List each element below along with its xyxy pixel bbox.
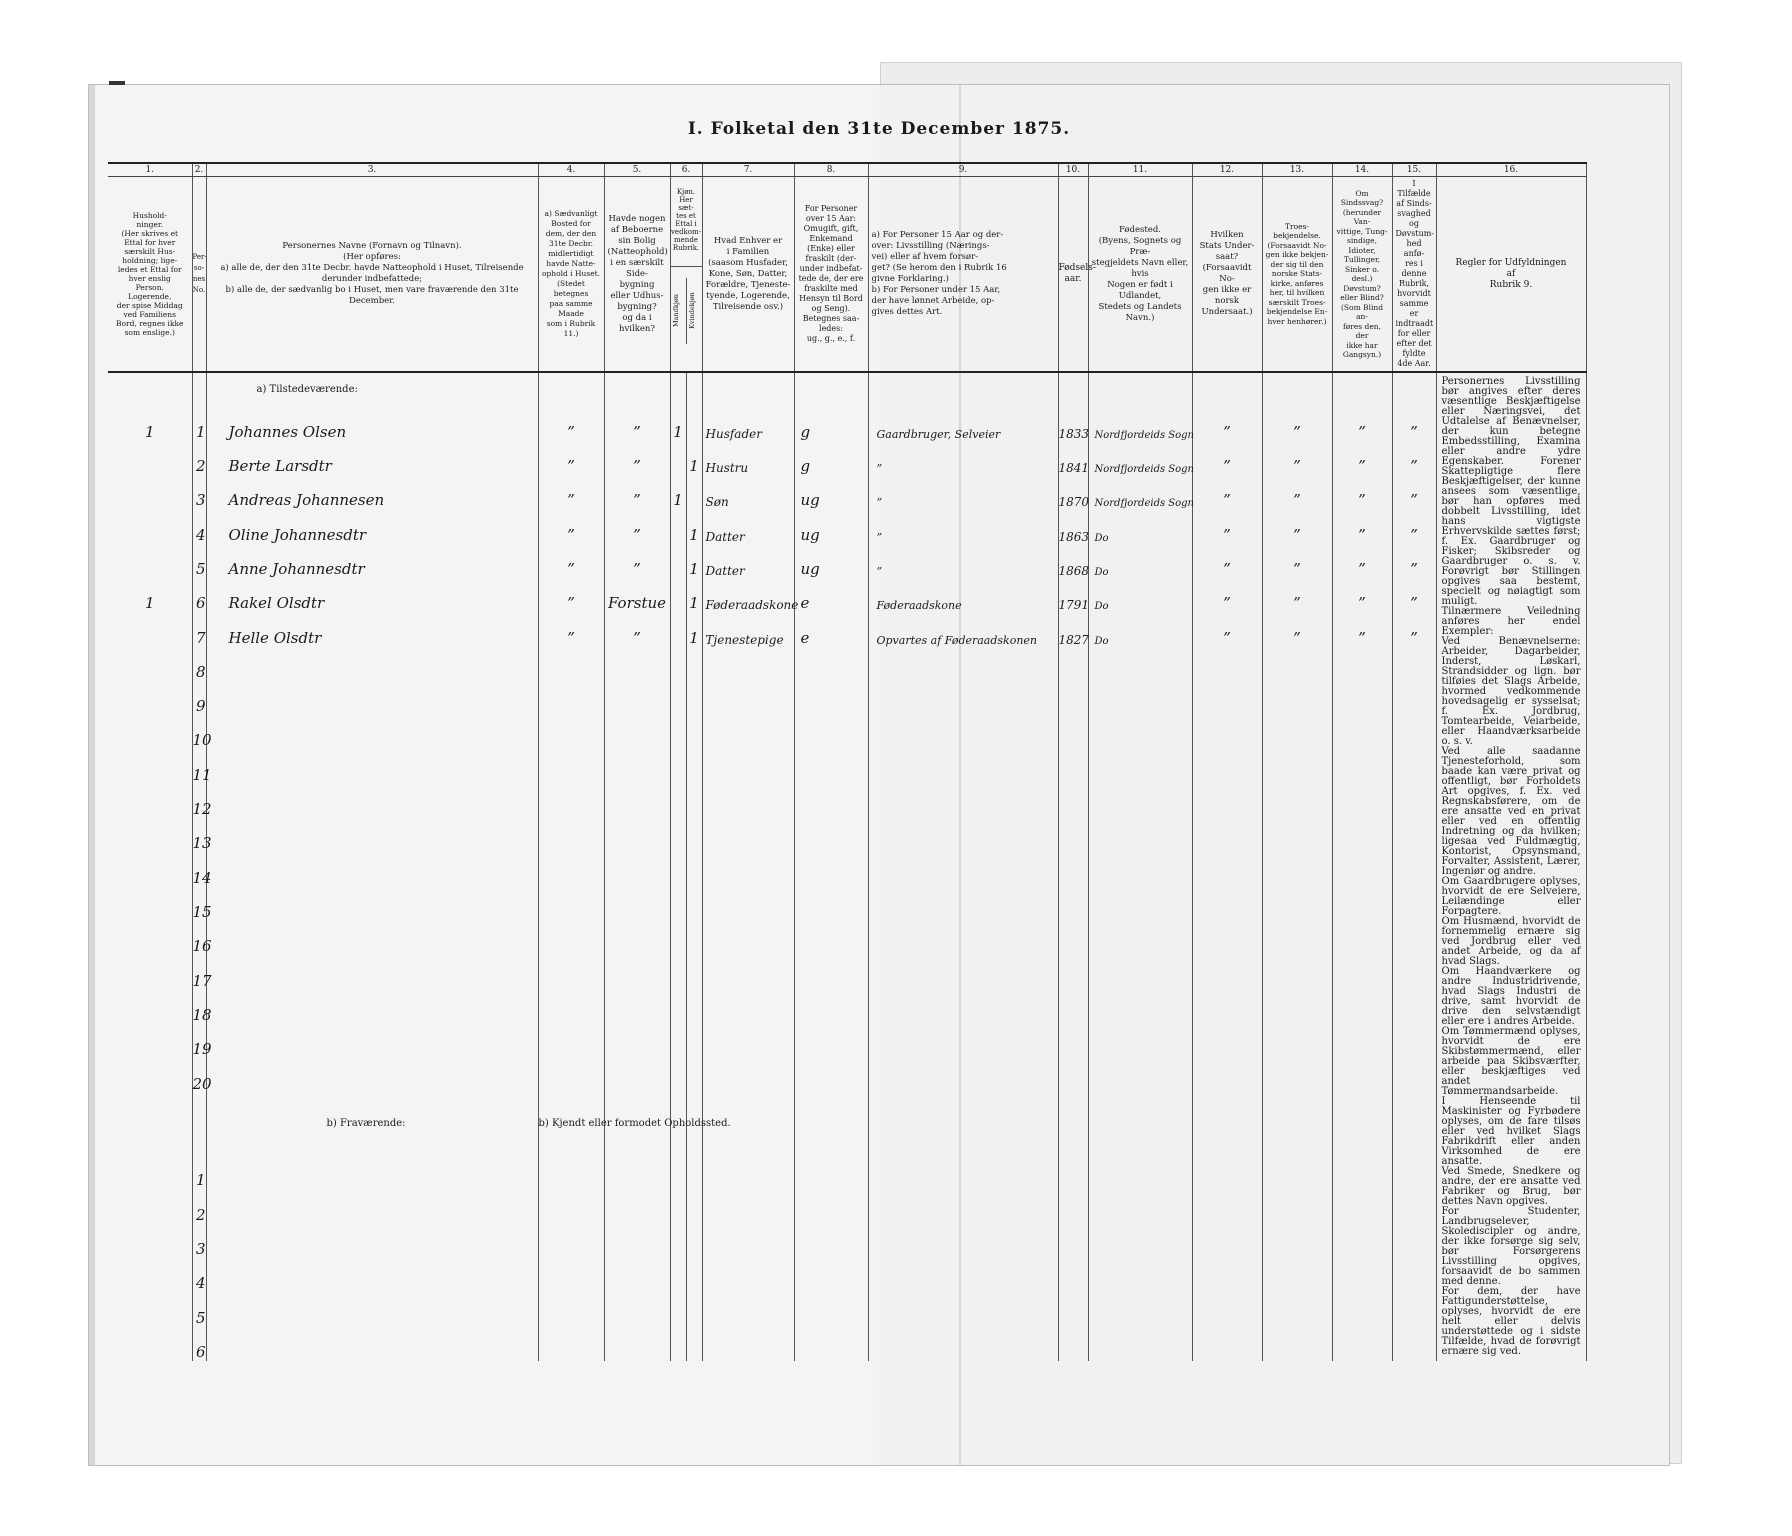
marital-status: e — [794, 612, 868, 646]
family-role: Husfader — [702, 406, 794, 440]
person-number: 6 — [192, 1327, 206, 1361]
person-name: Berte Larsdtr — [206, 441, 538, 475]
person-row — [108, 612, 1586, 646]
citizenship: ” — [1192, 578, 1262, 612]
col-number: 5. — [604, 163, 670, 177]
absent-row — [108, 1189, 1586, 1223]
disability: ” — [1332, 578, 1392, 612]
col-number: 2. — [192, 163, 206, 177]
person-number: 14 — [192, 852, 206, 886]
birthplace: Do — [1088, 544, 1192, 578]
header-birthplace: Fødested. (Byens, Sognets og Præ- stegjeldets Navn eller, hvis Nogen er født i Udlandet, Stedets og Landets Navn.) — [1088, 177, 1192, 373]
col-number: 14. — [1332, 163, 1392, 177]
col-number: 9. — [868, 163, 1058, 177]
household-mark — [108, 612, 192, 646]
occupation: ” — [868, 475, 1058, 509]
marital-status: ug — [794, 475, 868, 509]
usual-residence: ” — [538, 406, 604, 440]
onset: ” — [1392, 612, 1436, 646]
birthplace: Nordfjordeids Sogn — [1088, 406, 1192, 440]
census-table — [108, 162, 1587, 1361]
column-header-row — [108, 177, 1586, 373]
person-number: 3 — [192, 1224, 206, 1258]
col-number: 16. — [1436, 163, 1586, 177]
col-number: 7. — [702, 163, 794, 177]
side-building: ” — [604, 612, 670, 646]
header-side-building: Havde nogen af Beboerne sin Bolig (Natteophold) i en særskilt Side- bygning eller Udhus- bygning? og da i hvilken? — [604, 177, 670, 373]
person-number: 10 — [192, 715, 206, 749]
person-number: 8 — [192, 647, 206, 681]
person-number: 20 — [192, 1058, 206, 1092]
citizenship: ” — [1192, 441, 1262, 475]
sex-female — [686, 475, 702, 509]
person-row — [108, 441, 1586, 475]
citizenship: ” — [1192, 544, 1262, 578]
disability: ” — [1332, 612, 1392, 646]
sex-female: 1 — [686, 612, 702, 646]
household-mark — [108, 441, 192, 475]
empty-row — [108, 1058, 1586, 1092]
person-name: Johannes Olsen — [206, 406, 538, 440]
absent-label: b) Fraværende: — [206, 1093, 538, 1155]
person-row — [108, 544, 1586, 578]
person-number: 11 — [192, 749, 206, 783]
onset: ” — [1392, 544, 1436, 578]
family-role: Tjenestepige — [702, 612, 794, 646]
person-number: 1 — [192, 1155, 206, 1189]
sex-male — [670, 509, 686, 543]
birth-year: 1863 — [1058, 509, 1088, 543]
empty-row — [108, 681, 1586, 715]
birth-year: 1868 — [1058, 544, 1088, 578]
usual-residence: ” — [538, 578, 604, 612]
birth-year: 1870 — [1058, 475, 1088, 509]
empty-row — [108, 852, 1586, 886]
occupation: ” — [868, 509, 1058, 543]
usual-residence: ” — [538, 509, 604, 543]
occupation: ” — [868, 441, 1058, 475]
person-number: 13 — [192, 818, 206, 852]
empty-row — [108, 784, 1586, 818]
person-number: 7 — [192, 612, 206, 646]
family-role: Hustru — [702, 441, 794, 475]
header-family-role: Hvad Enhver er i Familien (saasom Husfader, Kone, Søn, Datter, Forældre, Tjeneste- tyende, Logerende, Tilreisende osv.) — [702, 177, 794, 373]
absent-row — [108, 1292, 1586, 1326]
birth-year: 1833 — [1058, 406, 1088, 440]
empty-row — [108, 887, 1586, 921]
side-building: ” — [604, 441, 670, 475]
person-number: 1 — [192, 406, 206, 440]
marital-status: g — [794, 441, 868, 475]
religion: ” — [1262, 578, 1332, 612]
header-disability: Om Sindssvag? (herunder Van- vittige, Tung- sindige, Idioter, Tullinger, Sinker o. desl.) Døvstum? eller Blind? (Som Blind an- føres den, der ikke har Gangsyn.) — [1332, 177, 1392, 373]
sex-male: 1 — [670, 406, 686, 440]
religion: ” — [1262, 441, 1332, 475]
household-mark: 1 — [108, 406, 192, 440]
birth-year: 1791 — [1058, 578, 1088, 612]
col-number: 15. — [1392, 163, 1436, 177]
person-number: 19 — [192, 1024, 206, 1058]
person-name: Helle Olsdtr — [206, 612, 538, 646]
col-number: 11. — [1088, 163, 1192, 177]
empty-row — [108, 647, 1586, 681]
usual-residence: ” — [538, 441, 604, 475]
empty-row — [108, 1024, 1586, 1058]
onset: ” — [1392, 406, 1436, 440]
person-number: 2 — [192, 1189, 206, 1223]
marital-status: ug — [794, 509, 868, 543]
col-number: 12. — [1192, 163, 1262, 177]
birthplace: Nordfjordeids Sogn — [1088, 475, 1192, 509]
family-role: Føderaadskone — [702, 578, 794, 612]
religion: ” — [1262, 509, 1332, 543]
household-mark — [108, 475, 192, 509]
column-number-row — [108, 163, 1586, 177]
religion: ” — [1262, 475, 1332, 509]
person-number: 4 — [192, 509, 206, 543]
side-building: ” — [604, 544, 670, 578]
person-number: 2 — [192, 441, 206, 475]
citizenship: ” — [1192, 509, 1262, 543]
usual-residence: ” — [538, 475, 604, 509]
header-onset: I Tilfælde af Sinds- svaghed og Døvstum- hed anfø- res i denne Rubrik, hvorvidt samme er indtraadt for eller efter det fyldte 4de Aar. — [1392, 177, 1436, 373]
empty-row — [108, 749, 1586, 783]
absent-row — [108, 1258, 1586, 1292]
empty-row — [108, 715, 1586, 749]
col-number: 10. — [1058, 163, 1088, 177]
empty-row — [108, 955, 1586, 989]
side-building: ” — [604, 406, 670, 440]
header-occupation: a) For Personer 15 Aar og der- over: Livsstilling (Nærings- vei) eller af hvem forsør- get? (Se herom den i Rubrik 16 givne Forklaring.) b) For Personer under 15 Aar, der have lønnet Arbeide, op- gives dettes Art. — [868, 177, 1058, 373]
household-mark — [108, 544, 192, 578]
header-names: Personernes Navne (Fornavn og Tilnavn). (Her opføres: a) alle de, der den 31te Decbr. havde Natteophold i Huset, Tilreisende derunder indbefattede; b) alle de, der sædvanlig bo i Huset, men vare fraværende den 31te December. — [206, 177, 538, 373]
sex-male: 1 — [670, 475, 686, 509]
absent-note: b) Kjendt eller formodet Opholdssted. — [538, 1093, 604, 1155]
person-number: 17 — [192, 955, 206, 989]
marital-status: ug — [794, 544, 868, 578]
sex-female: 1 — [686, 441, 702, 475]
header-sex — [670, 177, 702, 373]
side-building: ” — [604, 475, 670, 509]
header-birth-year: Fødsels- aar. — [1058, 177, 1088, 373]
col-number: 13. — [1262, 163, 1332, 177]
sex-male — [670, 612, 686, 646]
onset: ” — [1392, 475, 1436, 509]
absent-row — [108, 1327, 1586, 1361]
header-male: Mandkjøn — [671, 278, 687, 344]
disability: ” — [1332, 509, 1392, 543]
empty-row — [108, 921, 1586, 955]
birthplace: Do — [1088, 612, 1192, 646]
header-usual-residence: a) Sædvanligt Bosted for dem, der den 31te Decbr. midlertidigt havde Natte- ophold i Huset. (Stedet betegnes paa samme Maade som i Rubrik 11.) — [538, 177, 604, 373]
citizenship: ” — [1192, 406, 1262, 440]
col-number: 8. — [794, 163, 868, 177]
family-role: Datter — [702, 509, 794, 543]
side-building: ” — [604, 509, 670, 543]
person-row — [108, 475, 1586, 509]
birthplace: Do — [1088, 578, 1192, 612]
header-rules: Regler for Udfyldningen af Rubrik 9. — [1436, 177, 1586, 373]
header-households: Hushold- ninger. (Her skrives et Ettal for hver særskilt Hus- holdning; lige- ledes et Ettal for hver enslig Person. Logerende, der spise Middag ved Familiens Bord, regnes ikke som enslige.) — [108, 177, 192, 373]
binding-edge — [89, 85, 95, 1465]
person-number: 18 — [192, 990, 206, 1024]
marital-status: e — [794, 578, 868, 612]
header-person-no: Per- so- nes No. — [192, 177, 206, 373]
family-role: Datter — [702, 544, 794, 578]
person-row — [108, 509, 1586, 543]
person-number: 16 — [192, 921, 206, 955]
col-number: 4. — [538, 163, 604, 177]
usual-residence: ” — [538, 612, 604, 646]
page-title: I. Folketal den 31te December 1875. — [687, 119, 1071, 139]
disability: ” — [1332, 406, 1392, 440]
sex-male — [670, 578, 686, 612]
person-name: Anne Johannesdtr — [206, 544, 538, 578]
religion: ” — [1262, 544, 1332, 578]
sex-male — [670, 441, 686, 475]
person-number: 5 — [192, 1292, 206, 1326]
person-number: 6 — [192, 578, 206, 612]
household-mark: 1 — [108, 578, 192, 612]
header-religion: Troes- bekjendelse. (Forsaavidt No- gen ikke bekjen- der sig til den norske Stats- kirke, anføres her, til hvilken særskilt Troes- bekjendelse En- hver henhører.) — [1262, 177, 1332, 373]
absent-row — [108, 1155, 1586, 1189]
header-sex-label: Kjøn. Her sæt- tes et Ettal i vedkom- mende Rubrik. — [671, 188, 702, 267]
occupation: Gaardbruger, Selveier — [868, 406, 1058, 440]
citizenship: ” — [1192, 612, 1262, 646]
rules-text: Personernes Livsstilling bør angives efter deres væsentlige Beskjæftigelse eller Næringsvei, det Udtalelse af Benævnelser, der kun betegne Embedsstilling, Examina eller andre ydre Egenskaber. Forener Skattepligtige flere Beskjæftigelser, der kunne ansees som væsentlige, bør han opføres med dobbelt Livsstilling, idet hans vigtigste Erhvervskilde sættes først; f. Ex. Gaardbruger og Fisker; Skibsreder og Gaardbruger o. s. v. Forøvrigt bør Stillingen opgives saa bestemt, specielt og nøiagtigt som muligt. Tilnærmere Veiledning anføres her endel Exempler: Ved Benævnelserne: Arbeider, Dagarbeider, Inderst, Løskarl, Strandsidder og lign. bør tilføies det Slags Arbeide, hvormed vedkommende hovedsagelig er sysselsat; f. Ex. Jordbrug, Tomtearbeide, Veiarbeide, eller Haandværksarbeide o. s. v. Ved alle saadanne Tjenesteforhold, som baade kan være privat og offentligt, bør Forholdets Art opgives, f. Ex. ved Regnskabsførere, om de ere ansatte ved en privat eller ved en offentlig Indretning og da hvilken; ligesaa ved Fuldmægtig, Kontorist, Opsynsmand, Forvalter, Assistent, Lærer, Ingeniør og andre. Om Gaardbrugere oplyses, hvorvidt de ere Selveiere, Leilændinge eller Forpagtere. Om Husmænd, hvorvidt de fornemmelig ernære sig ved Jordbrug eller ved andet Arbeide, og da af hvad Slags. Om Haandværkere og andre Industridrivende, hvad Slags Industri de drive, samt hvorvidt de drive den selvstændigt eller ere i andres Arbeide. Om Tømmermænd oplyses, hvorvidt de ere Skibstømmermænd, eller arbeide paa Skibsværfter, eller beskjæftiges ved andet Tømmermandsarbeide. I Henseende til Maskinister og Fyrbødere oplyses, om de fare tilsøs eller ved hvilket Slags Fabrikdrift eller anden Virksomhed de ere ansatte. Ved Smede, Snedkere og andre, der ere ansatte ved Fabriker og Brug, bør dettes Navn opgives. For Studenter, Landbrugselever, Skolediscipler og andre, der ikke forsørge sig selv, bør Forsørgerens Livsstilling opgives, forsaavidt de bo sammen med denne. For dem, der have Fattigunderstøttelse, oplyses, hvorvidt de ere helt eller delvis understøttede og i sidste Tilfælde, hvad de forøvrigt ernære sig ved. — [1436, 372, 1586, 1361]
header-female: Kvindekjøn — [687, 292, 696, 330]
sex-male — [670, 544, 686, 578]
person-name: Oline Johannesdtr — [206, 509, 538, 543]
header-citizenship: Hvilken Stats Under- saat? (Forsaavidt No- gen ikke er norsk Undersaat.) — [1192, 177, 1262, 373]
person-number: 12 — [192, 784, 206, 818]
col-number: 3. — [206, 163, 538, 177]
sex-female — [686, 406, 702, 440]
header-marital-status: For Personer over 15 Aar: Omugift, gift, Enkemand (Enke) eller fraskilt (der- under indbefat- tede de, der ere fraskilte med Hensyn til Bord og Seng). Betegnes saa- ledes: ug., g., e., f. — [794, 177, 868, 373]
occupation: Føderaadskone — [868, 578, 1058, 612]
person-row — [108, 578, 1586, 612]
person-number: 4 — [192, 1258, 206, 1292]
disability: ” — [1332, 544, 1392, 578]
occupation: ” — [868, 544, 1058, 578]
person-number: 5 — [192, 544, 206, 578]
person-name: Andreas Johannesen — [206, 475, 538, 509]
absent-row — [108, 1224, 1586, 1258]
person-number: 9 — [192, 681, 206, 715]
empty-row — [108, 818, 1586, 852]
occupation: Opvartes af Føderaadskonen — [868, 612, 1058, 646]
birth-year: 1841 — [1058, 441, 1088, 475]
religion: ” — [1262, 612, 1332, 646]
birth-year: 1827 — [1058, 612, 1088, 646]
col-number: 6. — [670, 163, 702, 177]
marital-status: g — [794, 406, 868, 440]
religion: ” — [1262, 406, 1332, 440]
onset: ” — [1392, 509, 1436, 543]
person-row — [108, 406, 1586, 440]
disability: ” — [1332, 441, 1392, 475]
absent-section-row — [108, 1093, 1586, 1155]
sex-female: 1 — [686, 578, 702, 612]
person-number: 3 — [192, 475, 206, 509]
present-section-row — [108, 372, 1586, 406]
person-number: 15 — [192, 887, 206, 921]
citizenship: ” — [1192, 475, 1262, 509]
present-label: a) Tilstedeværende: — [206, 372, 538, 406]
col-number: 1. — [108, 163, 192, 177]
birthplace: Do — [1088, 509, 1192, 543]
sex-female: 1 — [686, 509, 702, 543]
onset: ” — [1392, 578, 1436, 612]
family-role: Søn — [702, 475, 794, 509]
usual-residence: ” — [538, 544, 604, 578]
household-mark — [108, 509, 192, 543]
disability: ” — [1332, 475, 1392, 509]
empty-row — [108, 990, 1586, 1024]
person-name: Rakel Olsdtr — [206, 578, 538, 612]
side-building: Forstue — [604, 578, 670, 612]
onset: ” — [1392, 441, 1436, 475]
sex-female: 1 — [686, 544, 702, 578]
birthplace: Nordfjordeids Sogn — [1088, 441, 1192, 475]
